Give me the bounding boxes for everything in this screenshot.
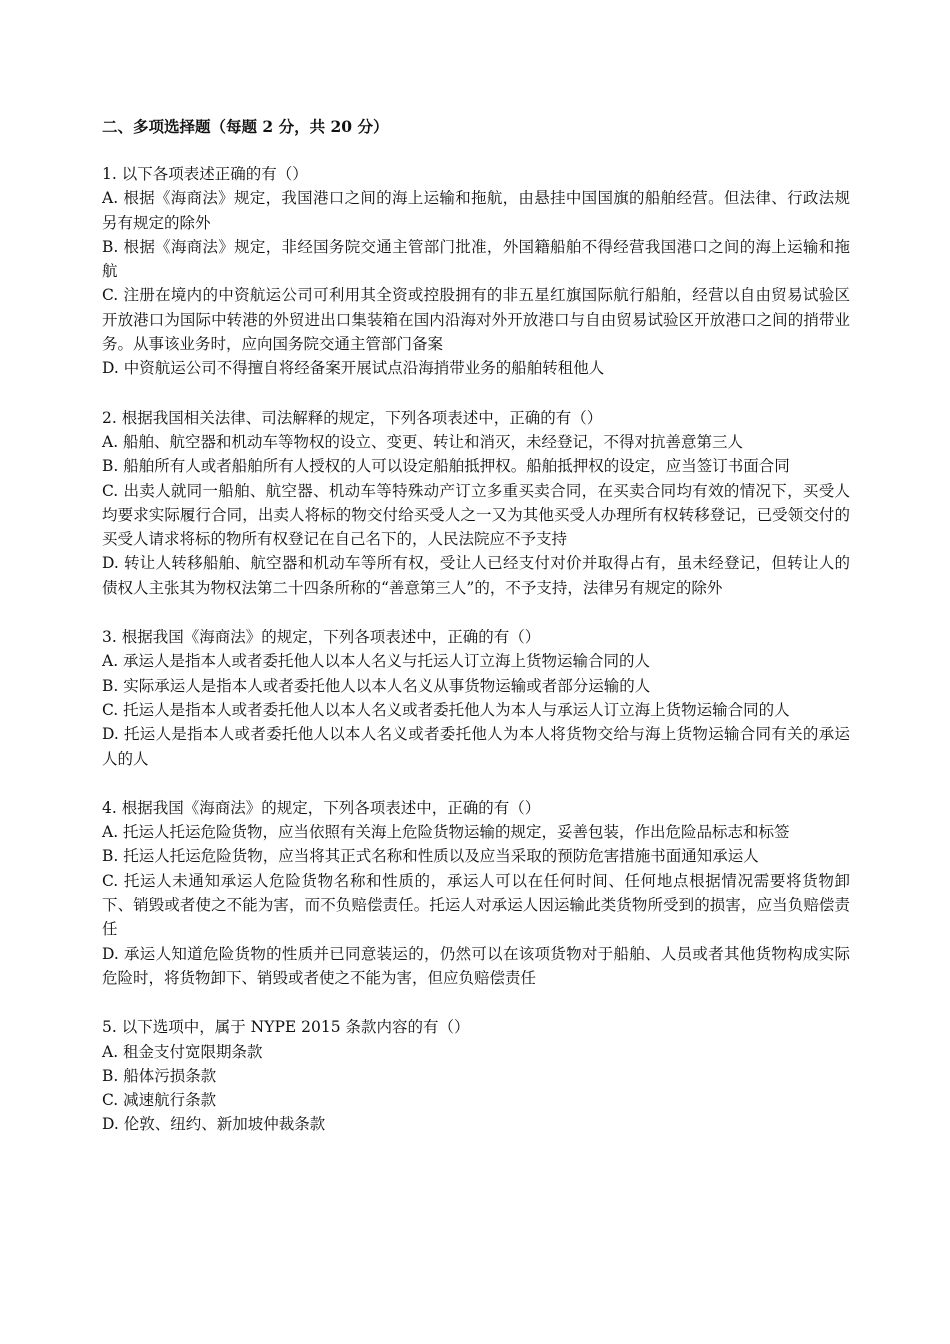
option-d: D. 中资航运公司不得擅自将经备案开展试点沿海捎带业务的船舶转租他人 <box>102 359 605 378</box>
option-b: B. 根据《海商法》规定，非经国务院交通主管部门批准，外国籍船舶不得经营我国港口之间的海上运输和拖航 <box>102 237 850 281</box>
option-c: C. 注册在境内的中资航运公司可利用其全资或控股拥有的非五星红旗国际航行船舶，经营以自由贸易试验区开放港口为国际中转港的外贸进出口集装箱在国内沿海对外开放港口与自由贸易试验区开放港口之间的捎带业务。从事该业务时，应向国务院交通主管部门备案 <box>102 286 850 354</box>
option-d: D. 转让人转移船舶、航空器和机动车等所有权，受让人已经支付对价并取得占有，虽未经登记，但转让人的债权人主张其为物权法第二十四条所称的“善意第三人”的，不予支持，法律另有规定的除外 <box>102 554 850 597</box>
option-c: C. 托运人是指本人或者委托他人以本人名义或者委托他人为本人与承运人订立海上货物运输合同的人 <box>102 700 790 719</box>
option-b: B. 船舶所有人或者船舶所有人授权的人可以设定船舶抵押权。船舶抵押权的设定，应当签订书面合同 <box>102 457 790 476</box>
option-a: A. 托运人托运危险货物，应当依照有关海上危险货物运输的规定，妥善包装，作出危险品标志和标签 <box>102 823 790 842</box>
option-c: C. 托运人未通知承运人危险货物名称和性质的，承运人可以在任何时间、任何地点根据情况需要将货物卸下、销毁或者使之不能为害，而不负赔偿责任。托运人对承运人因运输此类货物所受到的损害，应当负赔偿责任 <box>102 871 850 939</box>
option-a: A. 船舶、航空器和机动车等物权的设立、变更、转让和消灭，未经登记，不得对抗善意第三人 <box>102 432 744 451</box>
question-stem: 3. 根据我国《海商法》的规定，下列各项表述中，正确的有（） <box>102 628 541 647</box>
option-a: A. 租金支付宽限期条款 <box>102 1042 263 1061</box>
option-d: D. 承运人知道危险货物的性质并已同意装运的，仍然可以在该项货物对于船舶、人员或者其他货物构成实际危险时，将货物卸下、销毁或者使之不能为害，但应负赔偿责任 <box>102 944 850 987</box>
question-stem: 2. 根据我国相关法律、司法解释的规定，下列各项表述中，正确的有（） <box>102 408 603 427</box>
option-d: D. 托运人是指本人或者委托他人以本人名义或者委托他人为本人将货物交给与海上货物运输合同有关的承运人的人 <box>102 725 850 768</box>
option-a: A. 根据《海商法》规定，我国港口之间的海上运输和拖航，由悬挂中国国旗的船舶经营。但法律、行政法规另有规定的除外 <box>102 189 850 232</box>
option-d: D. 伦敦、纽约、新加坡仲裁条款 <box>102 1115 326 1134</box>
question-1 <box>102 162 850 381</box>
option-c: C. 减速航行条款 <box>102 1091 217 1110</box>
option-b: B. 托运人托运危险货物，应当将其正式名称和性质以及应当采取的预防危害措施书面通知承运人 <box>102 847 759 866</box>
question-3 <box>102 625 850 771</box>
section-title: 二、多项选择题（每题 2 分，共 20 分） <box>102 117 389 136</box>
question-4 <box>102 796 850 990</box>
option-c: C. 出卖人就同一船舶、航空器、机动车等特殊动产订立多重买卖合同，在买卖合同均有效的情况下，买受人均要求实际履行合同，出卖人将标的物交付给买受人之一又为其他买受人办理所有权转移登记，已受领交付的买受人请求将标的物所有权登记在自己名下的，人民法院应不予支持 <box>102 481 850 549</box>
question-5 <box>102 1015 850 1136</box>
question-stem: 1. 以下各项表述正确的有（） <box>102 165 308 183</box>
option-b: B. 实际承运人是指本人或者委托他人以本人名义从事货物运输或者部分运输的人 <box>102 676 651 695</box>
document-page <box>102 115 850 1162</box>
option-a: A. 承运人是指本人或者委托他人以本人名义与托运人订立海上货物运输合同的人 <box>102 652 651 671</box>
question-stem: 4. 根据我国《海商法》的规定，下列各项表述中，正确的有（） <box>102 798 541 817</box>
option-b: B. 船体污损条款 <box>102 1066 217 1085</box>
question-2 <box>102 406 850 600</box>
question-stem: 5. 以下选项中，属于 NYPE 2015 条款内容的有（） <box>102 1018 470 1037</box>
